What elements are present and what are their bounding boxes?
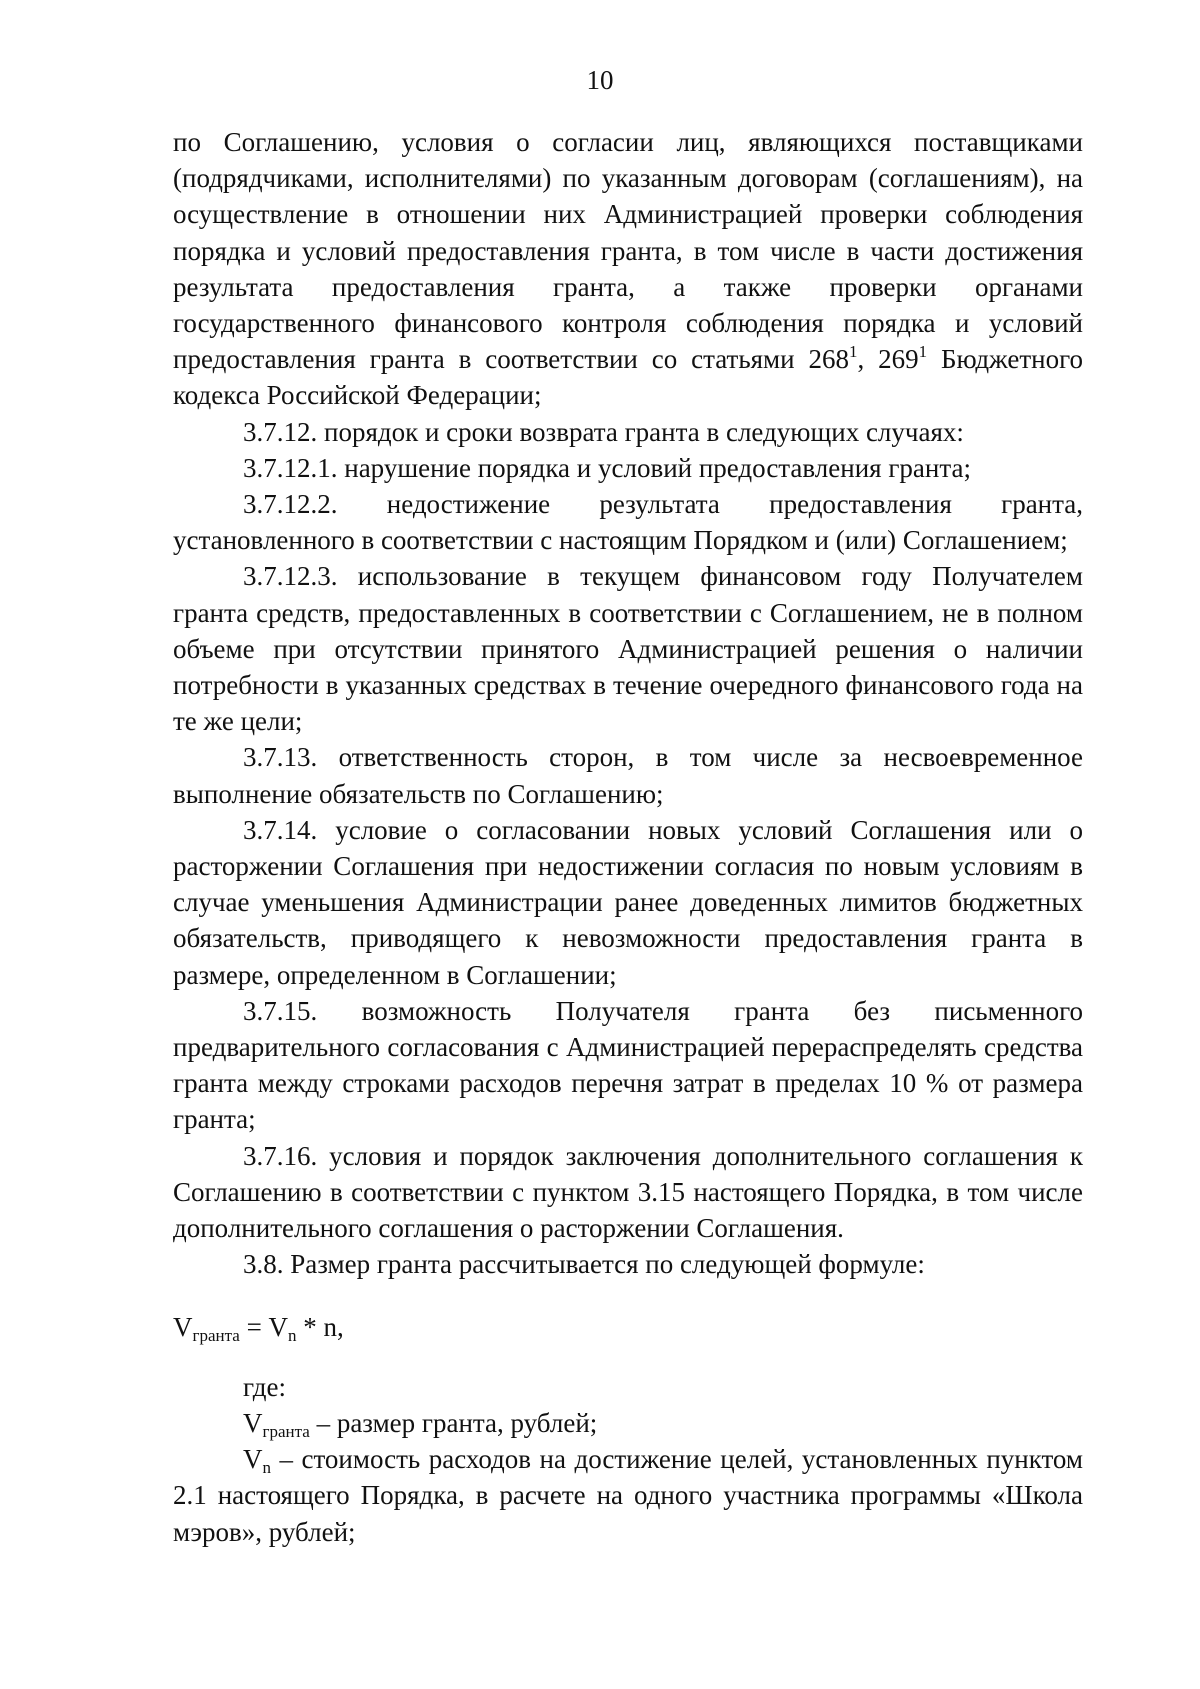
paragraph-3-7-12: 3.7.12. порядок и сроки возврата гранта в следующих случаях: <box>243 416 964 447</box>
variable-symbol: V <box>243 1444 263 1475</box>
paragraph-3-7-13: 3.7.13. ответственность сторон, в том числе за несвоевременное выполнение обязательств по Соглашению; <box>173 742 1083 809</box>
variable-subscript: n <box>262 1458 271 1478</box>
page-number: 10 <box>586 65 614 95</box>
formula-subscript: n <box>288 1325 297 1345</box>
formula-symbol: V <box>173 1311 193 1342</box>
variable-symbol: V <box>243 1407 263 1438</box>
document-body <box>173 124 1083 1550</box>
where-item <box>173 1441 1083 1550</box>
variable-definition: – стоимость расходов на достижение целей, установленных пунктом 2.1 настоящего Порядка, в расчете на одного участника программы «Школа мэров», рублей; <box>173 1444 1083 1547</box>
formula-rest: * n, <box>296 1311 344 1342</box>
where-item <box>173 1405 1083 1441</box>
paragraph-text: Бюджетного кодекса Российской Федерации; <box>173 344 1083 411</box>
paragraph-3-8: 3.8. Размер гранта рассчитывается по следующей формуле: <box>243 1249 925 1280</box>
variable-subscript: гранта <box>262 1421 310 1441</box>
paragraph-3-7-16: 3.7.16. условия и порядок заключения дополнительного соглашения к Соглашению в соответствии с пунктом 3.15 настоящего Порядка, в том числе дополнительного соглашения о расторжении Соглашения. <box>173 1140 1083 1244</box>
paragraph-text: , 269 <box>857 344 919 375</box>
formula-subscript: гранта <box>192 1325 240 1345</box>
paragraph-3-7-12-1: 3.7.12.1. нарушение порядка и условий предоставления гранта; <box>243 452 971 483</box>
superscript: 1 <box>918 342 928 362</box>
formula-equals: = V <box>239 1311 289 1342</box>
paragraph-3-7-12-3: 3.7.12.3. использование в текущем финансовом году Получателем гранта средств, предоставленных в соответствии с Соглашением, не в полном объеме при отсутствии принятого Администрацией решения о наличии потребности в указанных средствах в течение очередного финансового года на те же цели; <box>173 561 1083 737</box>
where-label: где: <box>243 1371 286 1402</box>
paragraph-3-7-15: 3.7.15. возможность Получателя гранта без письменного предварительного согласования с Администрацией перераспределять средства гранта между строками расходов перечня затрат в пределах 10 % от размера гранта; <box>173 995 1083 1135</box>
formula <box>173 1309 1083 1345</box>
variable-definition: – размер гранта, рублей; <box>309 1407 598 1438</box>
paragraph-3-7-14: 3.7.14. условие о согласовании новых условий Соглашения или о расторжении Соглашения при недостижении согласия по новым условиям в случае уменьшения Администрации ранее доведенных лимитов бюджетных обязательств, приводящего к невозможности предоставления гранта в размере, определенном в Соглашении; <box>173 814 1083 990</box>
paragraph-text: по Соглашению, условия о согласии лиц, являющихся поставщиками (подрядчиками, исполнителями) по указанным договорам (соглашениям), на осуществление в отношении них Администрацией проверки соблюдения порядка и условий предоставления гранта, в том числе в части достижения результата предоставления гранта, а также проверки органами государственного финансового контроля соблюдения порядка и условий предоставления гранта в соответствии со статьями 268 <box>173 127 1083 375</box>
superscript: 1 <box>848 342 858 362</box>
paragraph-3-7-12-2: 3.7.12.2. недостижение результата предоставления гранта, установленного в соответствии с настоящим Порядком и (или) Соглашением; <box>173 489 1083 556</box>
paragraph-continuation <box>173 124 1083 414</box>
